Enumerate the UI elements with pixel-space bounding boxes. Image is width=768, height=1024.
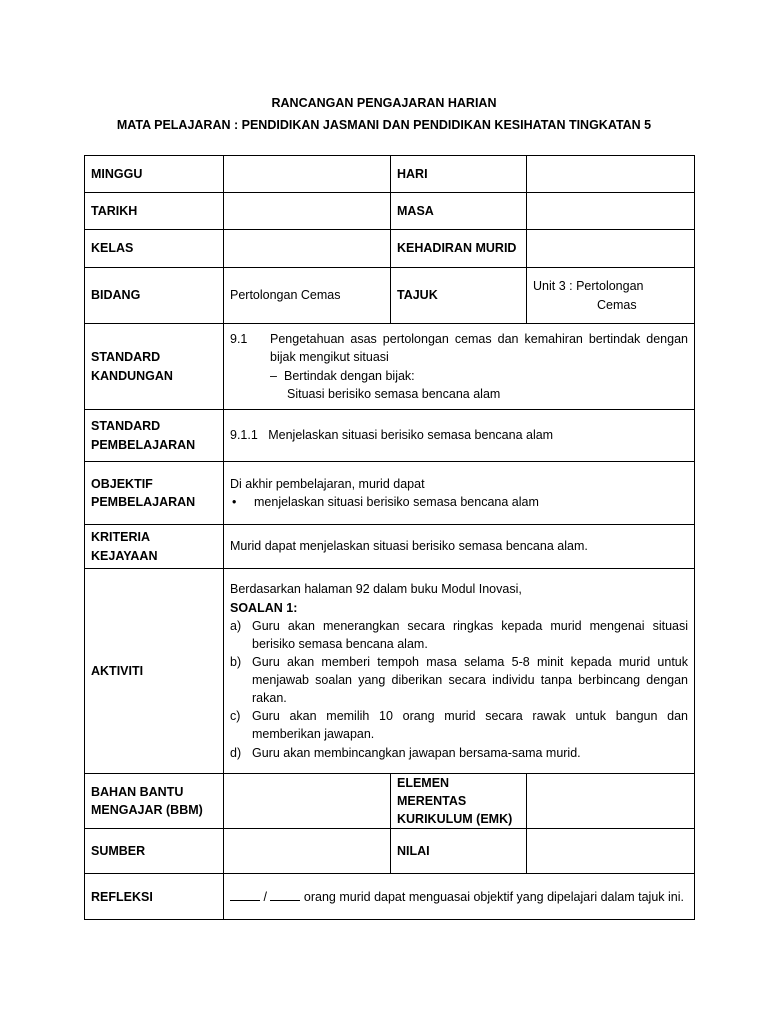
label-sumber: SUMBER [85, 829, 224, 874]
refleksi-text: orang murid dapat menguasai objektif yang dipelajari dalam tajuk ini. [300, 889, 684, 904]
label-nilai: NILAI [391, 829, 527, 874]
label-standard-pembelajaran [85, 410, 224, 462]
aktiviti-text: Guru akan memberi tempoh masa selama 5-8 minit kepada murid untuk menjawab soalan yang diberikan secara individu tanpa berbincang dengan rakan. [252, 654, 688, 706]
row-sumber [85, 829, 695, 874]
value-masa [527, 193, 695, 230]
row-standard-pembelajaran [85, 410, 695, 462]
label-aktiviti: AKTIVITI [85, 569, 224, 774]
label-sp-line-2: PEMBELAJARAN [91, 437, 196, 452]
value-kriteria: Murid dapat menjelaskan situasi berisiko semasa bencana alam. [224, 525, 695, 569]
aktiviti-marker: d) [230, 745, 242, 760]
label-tajuk: TAJUK [391, 268, 527, 324]
op-intro: Di akhir pembelajaran, murid dapat [230, 476, 425, 491]
aktiviti-item [230, 653, 688, 707]
label-masa: MASA [391, 193, 527, 230]
label-bidang: BIDANG [85, 268, 224, 324]
aktiviti-text: Guru akan menerangkan secara ringkas kepada murid mengenai situasi berisiko semasa bencana alam. [252, 618, 688, 651]
label-sp-line-1: STANDARD [91, 419, 161, 434]
document-subtitle: MATA PELAJARAN : PENDIDIKAN JASMANI DAN PENDIDIKAN KESIHATAN TINGKATAN 5 [116, 118, 652, 132]
sk-sub [230, 367, 688, 385]
sk-sub-text: Bertindak dengan bijak: [284, 368, 415, 383]
value-bbm [224, 774, 391, 829]
tajuk-line-2: Cemas [597, 297, 637, 312]
row-standard-kandungan [85, 324, 695, 410]
op-list-item [230, 493, 688, 511]
aktiviti-text: Guru akan membincangkan jawapan bersama-sama murid. [252, 745, 581, 760]
tajuk-line-1: Unit 3 : Pertolongan [533, 279, 644, 294]
label-hari: HARI [391, 156, 527, 193]
refleksi-slash: / [260, 889, 271, 904]
document-title: RANCANGAN PENGAJARAN HARIAN [271, 96, 497, 110]
label-sk-line-1: STANDARD [91, 350, 161, 365]
label-minggu: MINGGU [85, 156, 224, 193]
value-objektif [224, 462, 695, 525]
aktiviti-soalan: SOALAN 1: [230, 600, 298, 615]
label-refleksi: REFLEKSI [85, 874, 224, 920]
label-bbm-line-1: BAHAN BANTU [91, 785, 184, 800]
label-kk-line-2: KEJAYAAN [91, 548, 158, 563]
aktiviti-item [230, 744, 688, 762]
label-kk-line-1: KRITERIA [91, 530, 151, 545]
aktiviti-item [230, 617, 688, 653]
value-kelas [224, 230, 391, 268]
label-op-line-1: OBJEKTIF [91, 476, 153, 491]
value-minggu [224, 156, 391, 193]
lesson-plan-table [84, 155, 695, 920]
sk-main [230, 330, 688, 366]
row-minggu [85, 156, 695, 193]
aktiviti-marker: a) [230, 618, 242, 633]
value-tarikh [224, 193, 391, 230]
label-sk-line-2: KANDUNGAN [91, 368, 173, 383]
value-tajuk [527, 268, 695, 324]
row-kelas [85, 230, 695, 268]
row-aktiviti [85, 569, 695, 774]
row-kriteria [85, 525, 695, 569]
aktiviti-list [230, 617, 688, 762]
value-standard-pembelajaran: 9.1.1 Menjelaskan situasi berisiko semasa bencana alam [224, 410, 695, 462]
row-tarikh [85, 193, 695, 230]
refleksi-blank-1 [230, 889, 260, 901]
label-emk-line-1: ELEMEN MERENTAS [397, 776, 467, 809]
label-emk [391, 774, 527, 829]
label-kriteria [85, 525, 224, 569]
op-item-text: menjelaskan situasi berisiko semasa bencana alam [254, 495, 539, 509]
value-hari [527, 156, 695, 193]
row-refleksi [85, 874, 695, 920]
label-tarikh: TARIKH [85, 193, 224, 230]
aktiviti-text: Guru akan memilih 10 orang murid secara rawak untuk bangun dan memberikan jawapan. [252, 709, 688, 742]
sk-text: Pengetahuan asas pertolongan cemas dan kemahiran bertindak dengan bijak mengikut situasi [270, 332, 688, 365]
value-standard-kandungan [224, 324, 695, 410]
label-op-line-2: PEMBELAJARAN [91, 495, 196, 509]
row-objektif [85, 462, 695, 525]
label-objektif [85, 462, 224, 525]
value-sumber [224, 829, 391, 874]
aktiviti-marker: c) [230, 709, 241, 724]
aktiviti-marker: b) [230, 654, 242, 669]
sk-number: 9.1 [230, 332, 248, 347]
value-aktiviti [224, 569, 695, 774]
value-kehadiran [527, 230, 695, 268]
refleksi-blank-2 [270, 889, 300, 901]
row-bbm [85, 774, 695, 829]
value-refleksi [224, 874, 695, 920]
aktiviti-intro: Berdasarkan halaman 92 dalam buku Modul Inovasi, [230, 582, 522, 597]
value-bidang: Pertolongan Cemas [224, 268, 391, 324]
label-standard-kandungan [85, 324, 224, 410]
op-bullet: • [232, 495, 237, 509]
value-emk [527, 774, 695, 829]
aktiviti-item [230, 707, 688, 743]
row-bidang [85, 268, 695, 324]
label-bbm-line-2: MENGAJAR (BBM) [91, 803, 203, 818]
value-nilai [527, 829, 695, 874]
sk-dash: – [270, 368, 277, 383]
label-bbm [85, 774, 224, 829]
label-kelas: KELAS [85, 230, 224, 268]
label-emk-line-2: KURIKULUM (EMK) [397, 812, 513, 827]
sk-sub2: Situasi berisiko semasa bencana alam [287, 386, 501, 401]
label-kehadiran: KEHADIRAN MURID [391, 230, 527, 268]
